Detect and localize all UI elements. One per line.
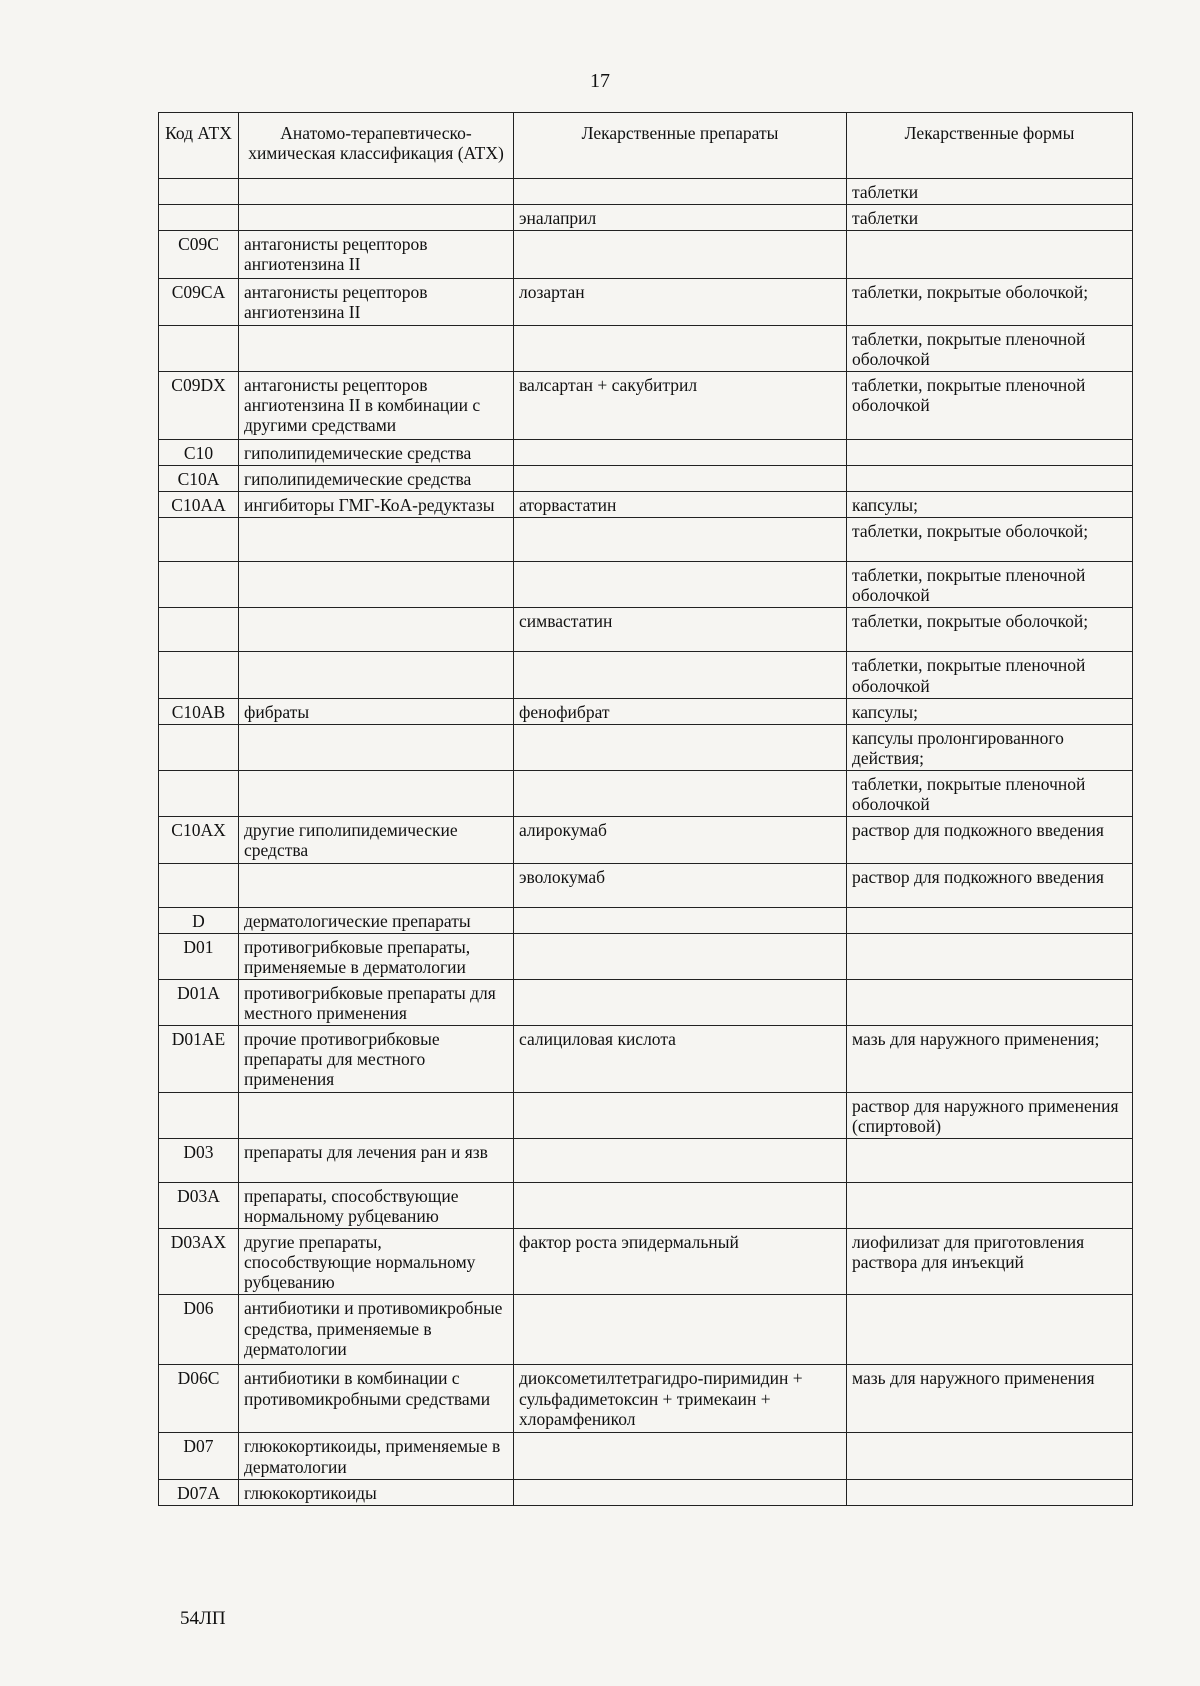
cell-form: капсулы пролонгированного действия; <box>847 724 1133 770</box>
table-row <box>159 1479 1133 1505</box>
cell-classification: антагонисты рецепторов ангиотензина II <box>239 279 514 325</box>
table-row <box>159 325 1133 371</box>
cell-drug: эналаприл <box>514 205 847 231</box>
cell-classification <box>239 562 514 608</box>
table-row <box>159 698 1133 724</box>
cell-code: D06C <box>159 1365 239 1433</box>
cell-form: таблетки, покрытые пленочной оболочкой <box>847 562 1133 608</box>
cell-drug: валсартан + сакубитрил <box>514 371 847 439</box>
cell-classification <box>239 518 514 562</box>
cell-drug: алирокумаб <box>514 817 847 863</box>
cell-form: таблетки, покрытые оболочкой; <box>847 518 1133 562</box>
cell-code: D03 <box>159 1138 239 1182</box>
cell-drug <box>514 231 847 279</box>
cell-form: мазь для наружного применения <box>847 1365 1133 1433</box>
table-row <box>159 492 1133 518</box>
table-header-row <box>159 113 1133 179</box>
cell-classification: глюкокортикоиды <box>239 1479 514 1505</box>
cell-form <box>847 439 1133 465</box>
cell-classification: другие гиполипидемические средства <box>239 817 514 863</box>
cell-form: таблетки, покрытые оболочкой; <box>847 279 1133 325</box>
table-row <box>159 279 1133 325</box>
table-row <box>159 562 1133 608</box>
cell-code: D07 <box>159 1433 239 1479</box>
cell-code: C10AA <box>159 492 239 518</box>
cell-form: раствор для подкожного введения <box>847 817 1133 863</box>
cell-classification: препараты, способствующие нормальному рубцеванию <box>239 1182 514 1228</box>
cell-drug <box>514 979 847 1025</box>
header-code: Код АТХ <box>159 113 239 179</box>
cell-classification: другие препараты, способствующие нормальному рубцеванию <box>239 1229 514 1295</box>
cell-drug: аторвастатин <box>514 492 847 518</box>
cell-drug: эволокумаб <box>514 863 847 907</box>
cell-classification: ингибиторы ГМГ-КоА-редуктазы <box>239 492 514 518</box>
cell-code <box>159 863 239 907</box>
cell-form <box>847 1138 1133 1182</box>
table-row <box>159 771 1133 817</box>
cell-classification <box>239 771 514 817</box>
table-row <box>159 1433 1133 1479</box>
cell-form: капсулы; <box>847 492 1133 518</box>
cell-form <box>847 1182 1133 1228</box>
table-row <box>159 1182 1133 1228</box>
cell-drug: фенофибрат <box>514 698 847 724</box>
cell-classification: гиполипидемические средства <box>239 465 514 491</box>
table-row <box>159 907 1133 933</box>
cell-drug <box>514 465 847 491</box>
cell-classification <box>239 205 514 231</box>
cell-drug: диоксометилтетрагидро-пиримидин + сульфадиметоксин + тримекаин + хлорамфеникол <box>514 1365 847 1433</box>
cell-code: D07A <box>159 1479 239 1505</box>
table-row <box>159 817 1133 863</box>
header-forms: Лекарственные формы <box>847 113 1133 179</box>
table-body <box>159 179 1133 1506</box>
table-row <box>159 724 1133 770</box>
table-row <box>159 518 1133 562</box>
cell-drug <box>514 439 847 465</box>
cell-form <box>847 1295 1133 1365</box>
cell-code: C09DX <box>159 371 239 439</box>
header-drugs: Лекарственные препараты <box>514 113 847 179</box>
cell-form: таблетки, покрытые пленочной оболочкой <box>847 771 1133 817</box>
cell-form: лиофилизат для приготовления раствора для инъекций <box>847 1229 1133 1295</box>
cell-code: D01AE <box>159 1026 239 1092</box>
cell-form: мазь для наружного применения; <box>847 1026 1133 1092</box>
cell-drug <box>514 518 847 562</box>
table-row <box>159 1092 1133 1138</box>
cell-form: капсулы; <box>847 698 1133 724</box>
table-row <box>159 371 1133 439</box>
cell-drug <box>514 562 847 608</box>
cell-code <box>159 562 239 608</box>
cell-form <box>847 1433 1133 1479</box>
table-row <box>159 1138 1133 1182</box>
cell-code <box>159 205 239 231</box>
table-row <box>159 231 1133 279</box>
cell-drug <box>514 1138 847 1182</box>
cell-classification: гиполипидемические средства <box>239 439 514 465</box>
cell-code <box>159 325 239 371</box>
table-row <box>159 1026 1133 1092</box>
cell-drug <box>514 1092 847 1138</box>
cell-code <box>159 608 239 652</box>
cell-code: C09C <box>159 231 239 279</box>
cell-drug: лозартан <box>514 279 847 325</box>
table-row <box>159 179 1133 205</box>
cell-classification <box>239 1092 514 1138</box>
table-row <box>159 652 1133 698</box>
cell-form <box>847 979 1133 1025</box>
cell-code <box>159 724 239 770</box>
cell-form <box>847 231 1133 279</box>
cell-form: таблетки, покрытые пленочной оболочкой <box>847 325 1133 371</box>
cell-code: C09CA <box>159 279 239 325</box>
cell-code: C10AX <box>159 817 239 863</box>
cell-form <box>847 465 1133 491</box>
cell-drug <box>514 1433 847 1479</box>
cell-code: C10A <box>159 465 239 491</box>
cell-form: таблетки <box>847 179 1133 205</box>
cell-drug <box>514 933 847 979</box>
page-number: 17 <box>590 70 610 92</box>
table-row <box>159 1295 1133 1365</box>
table-row <box>159 1365 1133 1433</box>
cell-form: раствор для наружного применения (спиртовой) <box>847 1092 1133 1138</box>
cell-classification: антагонисты рецепторов ангиотензина II в комбинации с другими средствами <box>239 371 514 439</box>
cell-drug <box>514 652 847 698</box>
cell-form: таблетки, покрытые пленочной оболочкой <box>847 652 1133 698</box>
table-row <box>159 979 1133 1025</box>
cell-form <box>847 933 1133 979</box>
cell-classification: антагонисты рецепторов ангиотензина II <box>239 231 514 279</box>
cell-drug <box>514 771 847 817</box>
cell-classification: глюкокортикоиды, применяемые в дерматологии <box>239 1433 514 1479</box>
footer-code: 54ЛП <box>180 1608 226 1629</box>
cell-drug <box>514 1479 847 1505</box>
cell-classification: противогрибковые препараты для местного применения <box>239 979 514 1025</box>
cell-code: D01 <box>159 933 239 979</box>
cell-drug <box>514 179 847 205</box>
cell-drug <box>514 724 847 770</box>
cell-code <box>159 179 239 205</box>
cell-classification: фибраты <box>239 698 514 724</box>
table-row <box>159 933 1133 979</box>
cell-drug: фактор роста эпидермальный <box>514 1229 847 1295</box>
cell-code: D03AX <box>159 1229 239 1295</box>
cell-drug: салициловая кислота <box>514 1026 847 1092</box>
table-row <box>159 439 1133 465</box>
cell-classification <box>239 724 514 770</box>
header-classification: Анатомо-терапевтическо-химическая классификация (АТХ) <box>239 113 514 179</box>
cell-code <box>159 518 239 562</box>
cell-code <box>159 652 239 698</box>
cell-classification: дерматологические препараты <box>239 907 514 933</box>
cell-code <box>159 1092 239 1138</box>
cell-form: таблетки, покрытые пленочной оболочкой <box>847 371 1133 439</box>
cell-classification: противогрибковые препараты, применяемые в дерматологии <box>239 933 514 979</box>
cell-drug: симвастатин <box>514 608 847 652</box>
cell-classification: антибиотики в комбинации с противомикробными средствами <box>239 1365 514 1433</box>
cell-drug <box>514 907 847 933</box>
cell-classification <box>239 863 514 907</box>
cell-code: C10AB <box>159 698 239 724</box>
cell-form <box>847 1479 1133 1505</box>
cell-code: C10 <box>159 439 239 465</box>
table-row <box>159 863 1133 907</box>
cell-classification <box>239 325 514 371</box>
cell-classification <box>239 652 514 698</box>
cell-drug <box>514 1295 847 1365</box>
cell-drug <box>514 1182 847 1228</box>
cell-drug <box>514 325 847 371</box>
table-row <box>159 1229 1133 1295</box>
cell-classification: прочие противогрибковые препараты для местного применения <box>239 1026 514 1092</box>
cell-code: D01A <box>159 979 239 1025</box>
cell-classification <box>239 179 514 205</box>
cell-classification <box>239 608 514 652</box>
cell-classification: антибиотики и противомикробные средства, применяемые в дерматологии <box>239 1295 514 1365</box>
cell-form: раствор для подкожного введения <box>847 863 1133 907</box>
cell-classification: препараты для лечения ран и язв <box>239 1138 514 1182</box>
cell-form: таблетки <box>847 205 1133 231</box>
cell-code: D03A <box>159 1182 239 1228</box>
cell-code <box>159 771 239 817</box>
cell-code: D06 <box>159 1295 239 1365</box>
cell-code: D <box>159 907 239 933</box>
atc-drug-table <box>158 112 1133 1506</box>
table-row <box>159 608 1133 652</box>
table-row <box>159 205 1133 231</box>
cell-form: таблетки, покрытые оболочкой; <box>847 608 1133 652</box>
table-row <box>159 465 1133 491</box>
cell-form <box>847 907 1133 933</box>
